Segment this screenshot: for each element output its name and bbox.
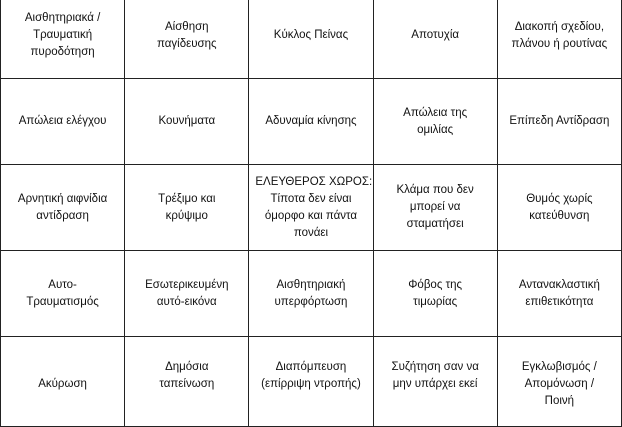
grid-cell — [1, 0, 125, 79]
cell-text-line: πυροδότηση — [30, 46, 95, 58]
cell-text-line: πονάει — [293, 226, 329, 239]
cell-text-line: Εγκλωβισμός / — [521, 361, 597, 373]
cell-text-line: Απομόνωση / — [524, 378, 595, 390]
cell-text-line: Δημόσια — [165, 361, 209, 373]
cell-text-line: Επίπεδη Αντίδραση — [509, 115, 610, 127]
cell-text-line: Διαπόμπευση — [275, 361, 347, 373]
cell-text-line: μπορεί να — [409, 201, 461, 213]
grid-cell — [373, 251, 497, 337]
grid-cell — [497, 79, 621, 165]
cell-text-line: σταματήσει — [406, 218, 464, 230]
cell-text-line: Κουνήματα — [158, 115, 216, 127]
grid-cell — [249, 79, 373, 165]
cell-text-line: Αίσθηση — [164, 20, 209, 33]
grid-cell — [125, 165, 249, 251]
cell-text-line: Αυτο- — [48, 278, 77, 291]
cell-text-line: όμορφο και πάντα — [264, 209, 358, 222]
cell-text-line: αντίδραση — [36, 209, 89, 222]
grid-cell — [497, 165, 621, 251]
grid-cell — [249, 0, 373, 79]
cell-text-line: Κλάμα που δεν — [396, 184, 474, 196]
grid-cell — [373, 165, 497, 251]
cell-text-line: Αισθητηριακή — [276, 278, 346, 291]
cell-text-line: Ακύρωση — [38, 378, 87, 390]
grid-row — [1, 251, 622, 337]
grid-row — [1, 337, 622, 427]
grid-cell — [249, 337, 373, 427]
cell-text-line: υπερφόρτωση — [274, 295, 348, 308]
grid-cell — [497, 337, 621, 427]
cell-text-line: κρύψιμο — [165, 209, 208, 222]
cell-text-line: μην υπάρχει εκεί — [392, 378, 478, 390]
cell-text-line: Αδυναμία κίνησης — [265, 115, 357, 127]
grid-cell — [125, 337, 249, 427]
grid-cell — [1, 337, 125, 427]
grid-cell — [373, 337, 497, 427]
cell-text-line: ομιλίας — [417, 123, 454, 136]
cell-text-line: τιμωρίας — [413, 295, 458, 308]
grid-cell — [1, 79, 125, 165]
cell-text-line: κατεύθυνση — [529, 209, 590, 222]
cell-text-line: παγίδευσης — [156, 37, 217, 50]
grid-body — [1, 0, 622, 427]
grid-cell — [125, 79, 249, 165]
cell-text-line: Θυμός χωρίς — [526, 192, 593, 205]
grid-cell — [1, 251, 125, 337]
cell-text-line: Εσωτερικευμένη — [145, 278, 229, 291]
cell-text-line: Τραυματική — [33, 29, 93, 41]
cell-text-line — [7, 359, 118, 376]
cell-text-line: Τίποτα δεν είναι — [270, 192, 352, 205]
grid-cell — [125, 251, 249, 337]
cell-text-line: Κύκλος Πείνας — [273, 29, 349, 41]
cell-text-line: Απώλεια ελέγχου — [18, 115, 107, 127]
cell-text-line: (επίρριψη ντροπής) — [261, 378, 361, 390]
grid-row — [1, 0, 622, 79]
grid-row — [1, 79, 622, 165]
cell-text-line: ταπείνωση — [159, 378, 215, 390]
cell-text-line: Αισθητηριακά / — [24, 12, 101, 24]
grid-cell — [373, 0, 497, 79]
cell-text-line: Απώλεια της — [403, 106, 468, 119]
cell-text-line: Αρνητική αιφνίδια — [17, 192, 108, 205]
cell-text-line: Τραυματισμός — [26, 295, 99, 308]
cell-text-line: πλάνου ή ρουτίνας — [511, 37, 608, 50]
cell-text-line: ΕΛΕΥΘΕΡΟΣ ΧΩΡΟΣ: — [255, 175, 373, 188]
grid-cell — [497, 251, 621, 337]
grid-cell — [125, 0, 249, 79]
grid-cell — [373, 79, 497, 165]
grid-cell — [1, 165, 125, 251]
cell-text-line: αυτό-εικόνα — [156, 295, 217, 308]
grid-cell — [249, 165, 373, 251]
cell-text-line: Αποτυχία — [411, 29, 460, 41]
cell-text-line: Φόβος της — [408, 278, 463, 291]
cell-text-line: επιθετικότητα — [525, 295, 594, 308]
cell-text-line: Διακοπή σχεδίου, — [514, 20, 605, 33]
cell-text-line: Συζήτηση σαν να — [391, 361, 479, 373]
grid-cell — [497, 0, 621, 79]
cell-text-line: Ποινή — [544, 395, 575, 407]
cell-text-line: Τρέξιμο και — [158, 192, 216, 205]
grid-cell — [249, 251, 373, 337]
cell-text-line: Αντανακλαστική — [518, 278, 600, 291]
grid-row — [1, 165, 622, 251]
